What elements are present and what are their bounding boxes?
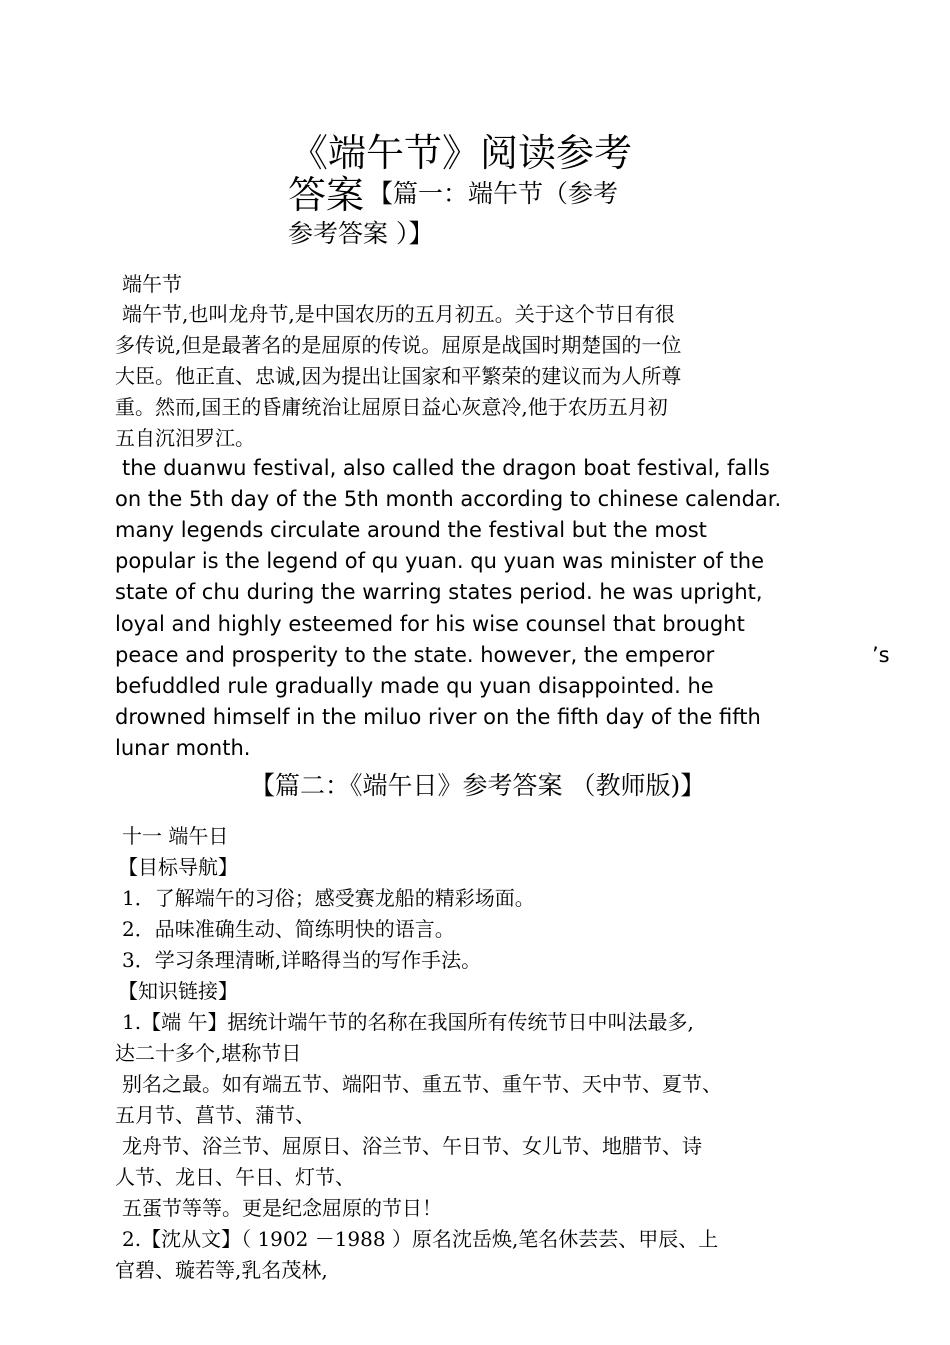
english-paragraph-line: many legends circulate around the festival but the most [115,518,707,542]
document-title-line-2: 答案 [288,173,365,217]
chinese-paragraph-line: 重。然而,国王的昏庸统治让屈原日益心灰意冷,他于农历五月初 [115,395,668,419]
english-paragraph-line: the duanwu festival, also called the dragon boat festival, falls [122,456,770,480]
english-paragraph-line: popular is the legend of qu yuan. qu yuan was minister of the [115,549,765,573]
english-paragraph-line: lunar month. [115,736,251,760]
section-1-title: 【篇一：端午节（参考 [368,179,619,208]
section-2-line: 1．了解端午的习俗；感受赛龙船的精彩场面。 [122,886,535,910]
section-2-line: 龙舟节、浴兰节、屈原日、浴兰节、午日节、女儿节、地腊节、诗 [122,1134,702,1158]
section-1-heading: 端午节 [122,272,182,296]
section-2-line: 五蛋节等等。更是纪念屈原的节日！ [122,1196,442,1220]
english-paragraph-line: befuddled rule gradually made qu yuan disappointed. he [115,674,714,698]
section-2-line: 五月节、菖节、蒲节、 [115,1103,315,1127]
chinese-paragraph-line: 大臣。他正直、忠诚,因为提出让国家和平繁荣的建议而为人所尊 [115,364,682,388]
section-2-line: 官碧、璇若等,乳名茂林, [115,1258,328,1282]
section-2-line: 2.【沈从文】（ 1902 －1988 ）原名沈岳焕,笔名休芸芸、甲辰、上 [122,1227,719,1251]
document-title-line-1: 《端午节》阅读参考 [290,131,633,175]
section-2-line: 2．品味准确生动、简练明快的语言。 [122,917,455,941]
english-apostrophe-fragment: ’s [872,643,890,667]
section-2-line: 1.【端 午】据统计端午节的名称在我国所有传统节日中叫法最多, [122,1010,694,1034]
english-paragraph-line: on the 5th day of the 5th month according to chinese calendar. [115,487,782,511]
section-2-line: 【目标导航】 [118,855,238,879]
section-2-line: 十一 端午日 [122,824,229,848]
english-paragraph-line: loyal and highly esteemed for his wise counsel that brought [115,612,745,636]
section-2-line: 3．学习条理清晰,详略得当的写作手法。 [122,948,482,972]
english-paragraph-line: state of chu during the warring states period. he was upright, [115,580,763,604]
section-2-line: 达二十多个,堪称节日 [115,1041,302,1065]
chinese-paragraph-line: 端午节,也叫龙舟节,是中国农历的五月初五。关于这个节日有很 [122,302,675,326]
section-2-line: 【知识链接】 [118,979,238,1003]
chinese-paragraph-line: 多传说,但是最著名的是屈原的传说。屈原是战国时期楚国的一位 [115,333,682,357]
english-paragraph-line: drowned himself in the miluo river on the fifth day of the fifth [115,705,761,729]
chinese-paragraph-line: 五自沉汨罗江。 [115,426,255,450]
english-paragraph-line: peace and prosperity to the state. however, the emperor [115,643,715,667]
section-2-line: 别名之最。如有端五节、端阳节、重五节、重午节、天中节、夏节、 [122,1072,722,1096]
section-1-title-continued: 参考答案 ）】 [288,219,434,248]
section-2-line: 人节、龙日、午日、灯节、 [115,1165,355,1189]
section-2-heading: 【篇二：《端午日》参考答案 （教师版)】 [250,771,706,800]
